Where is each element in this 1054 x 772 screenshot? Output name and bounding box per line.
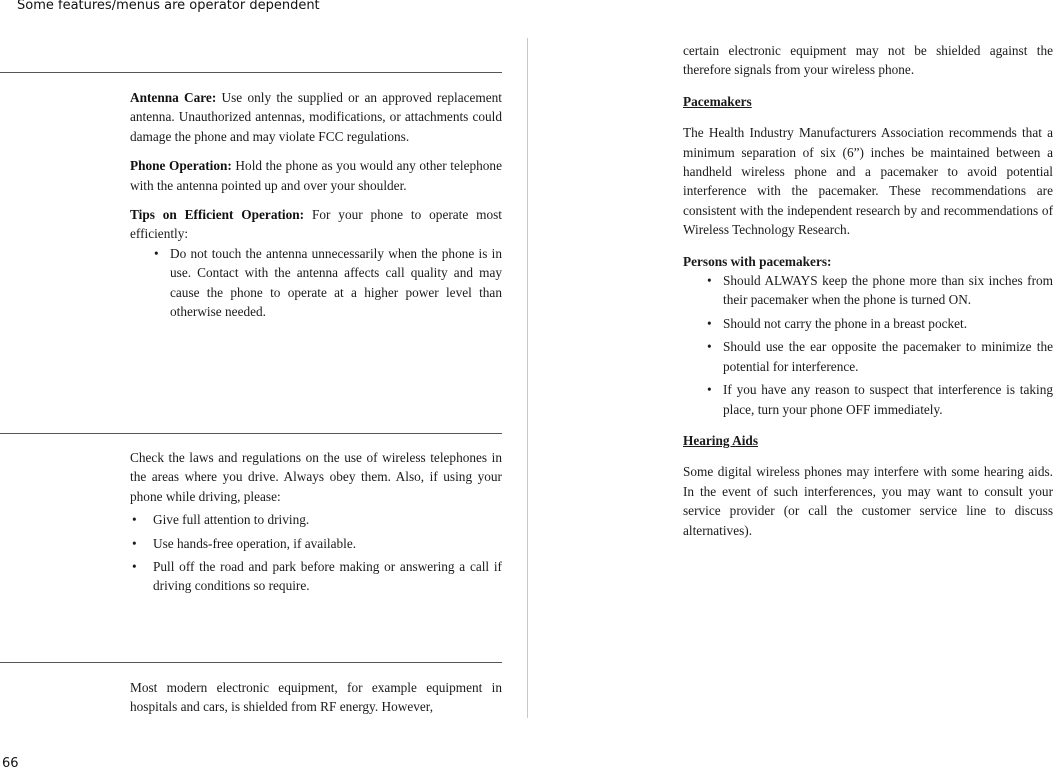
right-column: [683, 41, 1053, 540]
continuation-paragraph: certain electronic equipment may not be shielded against the therefore signals from your wireless phone.: [683, 43, 1053, 78]
efficient-operation-list: [130, 244, 502, 322]
persons-list: [683, 271, 1053, 419]
list-item-text: Pull off the road and park before making or answering a call if driving conditions so require.: [153, 559, 502, 594]
left-section-2: [130, 448, 502, 596]
bullet-dot: •: [707, 273, 712, 289]
list-item: [130, 510, 502, 529]
bullet-dot: •: [707, 315, 712, 331]
list-item: [683, 337, 1053, 376]
section-rule-3: [0, 662, 502, 663]
left-section-1: [130, 88, 502, 321]
efficient-operation-paragraph: [130, 205, 502, 244]
list-item: [130, 557, 502, 596]
section-rule-1: [0, 72, 502, 73]
list-item-text: Should not carry the phone in a breast pocket.: [723, 315, 968, 331]
bullet-dot: •: [132, 535, 137, 551]
list-item: [683, 271, 1053, 310]
bullet-dot: •: [132, 559, 137, 575]
list-item-text: Do not touch the antenna unnecessarily when the phone is in use. Contact with the antenna affects call quality and may cause the phone to operate at a higher power level than otherwise needed.: [170, 245, 502, 320]
list-item-text: Should ALWAYS keep the phone more than six inches from their pacemaker when the phone is turned ON.: [723, 273, 1053, 308]
list-item: [683, 314, 1053, 333]
antenna-care-paragraph: [130, 88, 502, 146]
pacemakers-heading: Pacemakers: [683, 93, 752, 109]
hearing-aids-paragraph: Some digital wireless phones may interfere with some hearing aids. In the event of such interferences, you may want to consult your service provider (or call the customer service line to discuss alternatives).: [683, 464, 1053, 538]
persons-heading: Persons with pacemakers:: [683, 253, 832, 269]
rf-energy-paragraph: Most modern electronic equipment, for example equipment in hospitals and cars, is shielded from RF energy. However,: [130, 680, 502, 715]
driving-list: [130, 510, 502, 596]
list-item-text: Give full attention to driving.: [153, 512, 310, 528]
list-item-text: If you have any reason to suspect that interference is taking place, turn your phone OFF immediately.: [723, 382, 1053, 417]
list-item-text: Use hands-free operation, if available.: [153, 535, 357, 551]
pacemakers-paragraph: The Health Industry Manufacturers Association recommends that a minimum separation of six (6”) inches be maintained between a handheld wireless phone and a pacemaker to avoid potential interference with the pacemaker. These recommendations are consistent with the independent research by and recommendations of Wireless Technology Research.: [683, 125, 1053, 238]
phone-operation-body: Hold the phone as you would any other telephone with the antenna pointed up and over your shoulder.: [130, 158, 502, 193]
bullet-dot: •: [154, 245, 159, 261]
hearing-aids-heading: Hearing Aids: [683, 432, 758, 448]
efficient-operation-lead: Tips on Efficient Operation:: [130, 207, 305, 223]
list-item: [683, 380, 1053, 419]
list-item: [130, 244, 502, 322]
antenna-care-lead: Antenna Care:: [130, 90, 217, 105]
efficient-operation-body: For your phone to operate most efficiently:: [130, 207, 502, 242]
column-divider: [527, 38, 528, 718]
list-item-text: Should use the ear opposite the pacemaker to minimize the potential for interference.: [723, 339, 1053, 374]
page-number: 66: [2, 756, 19, 771]
driving-intro: Check the laws and regulations on the use of wireless telephones in the areas where you drive. Always obey them. Also, if using your phone while driving, please:: [130, 450, 502, 504]
phone-operation-paragraph: [130, 156, 502, 195]
phone-operation-lead: Phone Operation:: [130, 158, 232, 174]
antenna-care-body: Use only the supplied or an approved replacement antenna. Unauthorized antennas, modifications, or attachments could damage the phone and may violate FCC regulations.: [130, 90, 502, 144]
list-item: [130, 534, 502, 553]
section-rule-2: [0, 433, 502, 434]
left-section-3: [130, 678, 502, 717]
running-header: Some features/menus are operator dependent: [17, 0, 320, 13]
bullet-dot: •: [707, 382, 712, 398]
bullet-dot: •: [132, 512, 137, 528]
bullet-dot: •: [707, 339, 712, 355]
